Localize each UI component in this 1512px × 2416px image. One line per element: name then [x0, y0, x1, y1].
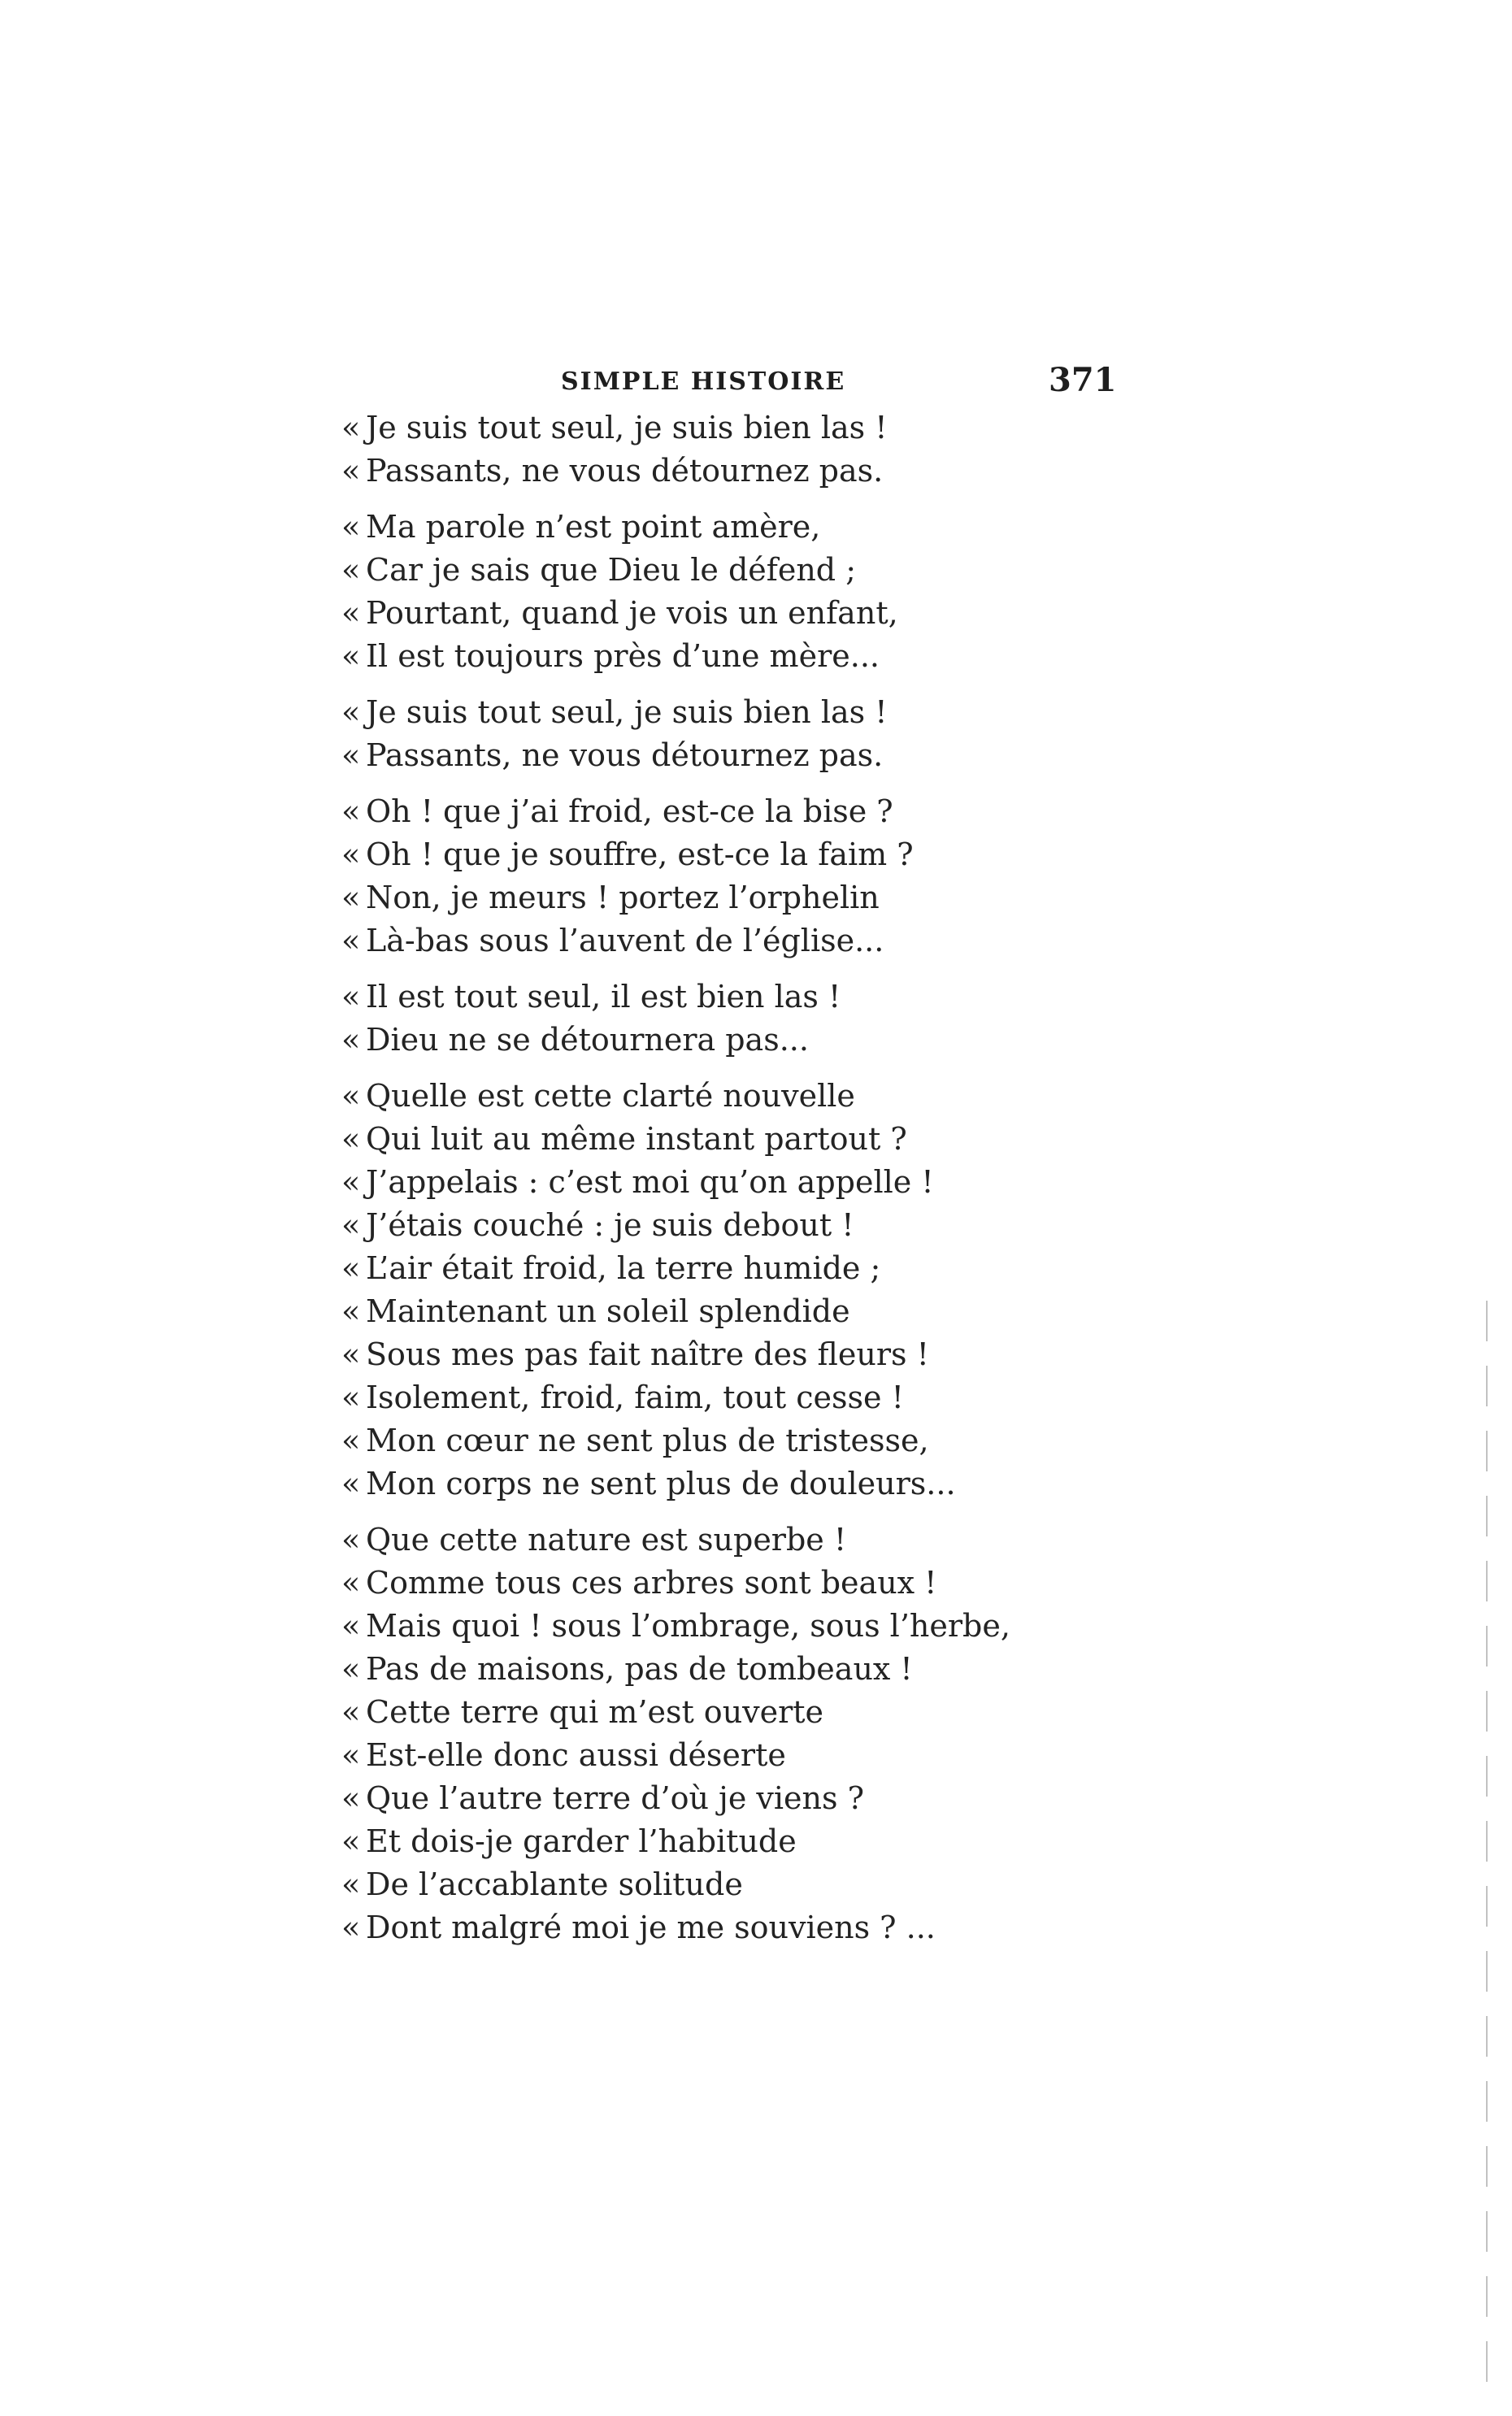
quote-mark: «	[341, 923, 361, 958]
verse-text: Mais quoi ! sous l’ombrage, sous l’herbe,	[366, 1608, 1010, 1644]
verse-line	[341, 1019, 1073, 1062]
verse-line	[341, 790, 1073, 833]
poem-body	[341, 406, 1073, 1949]
stanza	[341, 506, 1073, 678]
verse-line	[341, 833, 1073, 876]
running-title: SIMPLE HISTOIRE	[561, 367, 846, 396]
verse-line	[341, 1118, 1073, 1161]
quote-mark: «	[341, 1866, 361, 1902]
verse-line	[341, 1462, 1073, 1506]
quote-mark: «	[341, 1651, 361, 1687]
verse-text: L’air était froid, la terre humide ;	[366, 1250, 881, 1286]
verse-text: Est-elle donc aussi déserte	[366, 1737, 786, 1773]
quote-mark: «	[341, 737, 361, 773]
quote-mark: «	[341, 1737, 361, 1773]
verse-line	[341, 1820, 1073, 1863]
verse-text: Pas de maisons, pas de tombeaux !	[366, 1651, 913, 1687]
page-number: 371	[1049, 361, 1117, 399]
stanza	[341, 790, 1073, 962]
verse-line	[341, 976, 1073, 1019]
quote-mark: «	[341, 1022, 361, 1058]
quote-mark: «	[341, 410, 361, 445]
verse-text: Passants, ne vous détournez pas.	[366, 453, 884, 489]
verse-text: Il est toujours près d’une mère...	[366, 638, 880, 674]
quote-mark: «	[341, 453, 361, 489]
verse-text: Passants, ne vous détournez pas.	[366, 737, 884, 773]
stanza	[341, 976, 1073, 1062]
quote-mark: «	[341, 1250, 361, 1286]
verse-line	[341, 406, 1073, 450]
quote-mark: «	[341, 836, 361, 872]
verse-line	[341, 592, 1073, 635]
quote-mark: «	[341, 1380, 361, 1415]
verse-text: Pourtant, quand je vois un enfant,	[366, 595, 898, 631]
verse-line	[341, 1161, 1073, 1204]
scan-margin-rule	[1486, 1301, 1488, 2382]
quote-mark: «	[341, 1078, 361, 1114]
quote-mark: «	[341, 880, 361, 915]
quote-mark: «	[341, 1466, 361, 1501]
verse-text: Que cette nature est superbe !	[366, 1522, 847, 1558]
quote-mark: «	[341, 1423, 361, 1458]
quote-mark: «	[341, 694, 361, 730]
verse-text: Sous mes pas fait naître des fleurs !	[366, 1336, 929, 1372]
quote-mark: «	[341, 1293, 361, 1329]
verse-text: Comme tous ces arbres sont beaux !	[366, 1565, 937, 1601]
stanza	[341, 1075, 1073, 1506]
verse-line	[341, 1777, 1073, 1820]
quote-mark: «	[341, 1207, 361, 1243]
verse-text: Quelle est cette clarté nouvelle	[366, 1078, 855, 1114]
verse-text: Dieu ne se détournera pas...	[366, 1022, 809, 1058]
verse-text: J’étais couché : je suis debout !	[366, 1207, 854, 1243]
quote-mark: «	[341, 1565, 361, 1601]
verse-text: Isolement, froid, faim, tout cesse !	[366, 1380, 904, 1415]
verse-text: Qui luit au même instant partout ?	[366, 1121, 907, 1157]
verse-line	[341, 635, 1073, 678]
verse-line	[341, 1290, 1073, 1333]
verse-line	[341, 1204, 1073, 1247]
verse-line	[341, 1906, 1073, 1949]
verse-text: Il est tout seul, il est bien las !	[366, 979, 841, 1015]
quote-mark: «	[341, 1336, 361, 1372]
verse-line	[341, 1562, 1073, 1605]
verse-line	[341, 506, 1073, 549]
quote-mark: «	[341, 1694, 361, 1730]
verse-line	[341, 1333, 1073, 1376]
verse-line	[341, 450, 1073, 493]
verse-line	[341, 1648, 1073, 1691]
verse-line	[341, 734, 1073, 777]
quote-mark: «	[341, 1608, 361, 1644]
verse-text: Car je sais que Dieu le défend ;	[366, 552, 857, 588]
verse-line	[341, 1605, 1073, 1648]
quote-mark: «	[341, 1780, 361, 1816]
quote-mark: «	[341, 595, 361, 631]
quote-mark: «	[341, 1121, 361, 1157]
verse-text: Oh ! que j’ai froid, est-ce la bise ?	[366, 793, 893, 829]
verse-text: Dont malgré moi je me souviens ? ...	[366, 1910, 936, 1945]
verse-line	[341, 1376, 1073, 1419]
verse-text: Maintenant un soleil splendide	[366, 1293, 850, 1329]
verse-line	[341, 1691, 1073, 1734]
verse-line	[341, 1075, 1073, 1118]
quote-mark: «	[341, 1522, 361, 1558]
quote-mark: «	[341, 793, 361, 829]
verse-line	[341, 1419, 1073, 1462]
verse-text: Là-bas sous l’auvent de l’église...	[366, 923, 884, 958]
verse-text: J’appelais : c’est moi qu’on appelle !	[366, 1164, 934, 1200]
verse-line	[341, 876, 1073, 919]
verse-text: Non, je meurs ! portez l’orphelin	[366, 880, 880, 915]
verse-text: Mon cœur ne sent plus de tristesse,	[366, 1423, 929, 1458]
quote-mark: «	[341, 1910, 361, 1945]
verse-text: Je suis tout seul, je suis bien las !	[366, 694, 888, 730]
verse-line	[341, 1863, 1073, 1906]
verse-text: Que l’autre terre d’où je viens ?	[366, 1780, 864, 1816]
quote-mark: «	[341, 1164, 361, 1200]
verse-line	[341, 1247, 1073, 1290]
verse-text: De l’accablante solitude	[366, 1866, 743, 1902]
quote-mark: «	[341, 509, 361, 545]
verse-line	[341, 549, 1073, 592]
verse-line	[341, 1734, 1073, 1777]
verse-text: Ma parole n’est point amère,	[366, 509, 821, 545]
quote-mark: «	[341, 979, 361, 1015]
verse-text: Et dois-je garder l’habitude	[366, 1823, 797, 1859]
stanza	[341, 406, 1073, 493]
stanza	[341, 1519, 1073, 1949]
quote-mark: «	[341, 638, 361, 674]
verse-line	[341, 691, 1073, 734]
stanza	[341, 691, 1073, 777]
verse-text: Mon corps ne sent plus de douleurs...	[366, 1466, 956, 1501]
verse-text: Cette terre qui m’est ouverte	[366, 1694, 824, 1730]
verse-line	[341, 919, 1073, 962]
verse-text: Oh ! que je souffre, est-ce la faim ?	[366, 836, 914, 872]
quote-mark: «	[341, 552, 361, 588]
quote-mark: «	[341, 1823, 361, 1859]
verse-line	[341, 1519, 1073, 1562]
verse-text: Je suis tout seul, je suis bien las !	[366, 410, 888, 445]
